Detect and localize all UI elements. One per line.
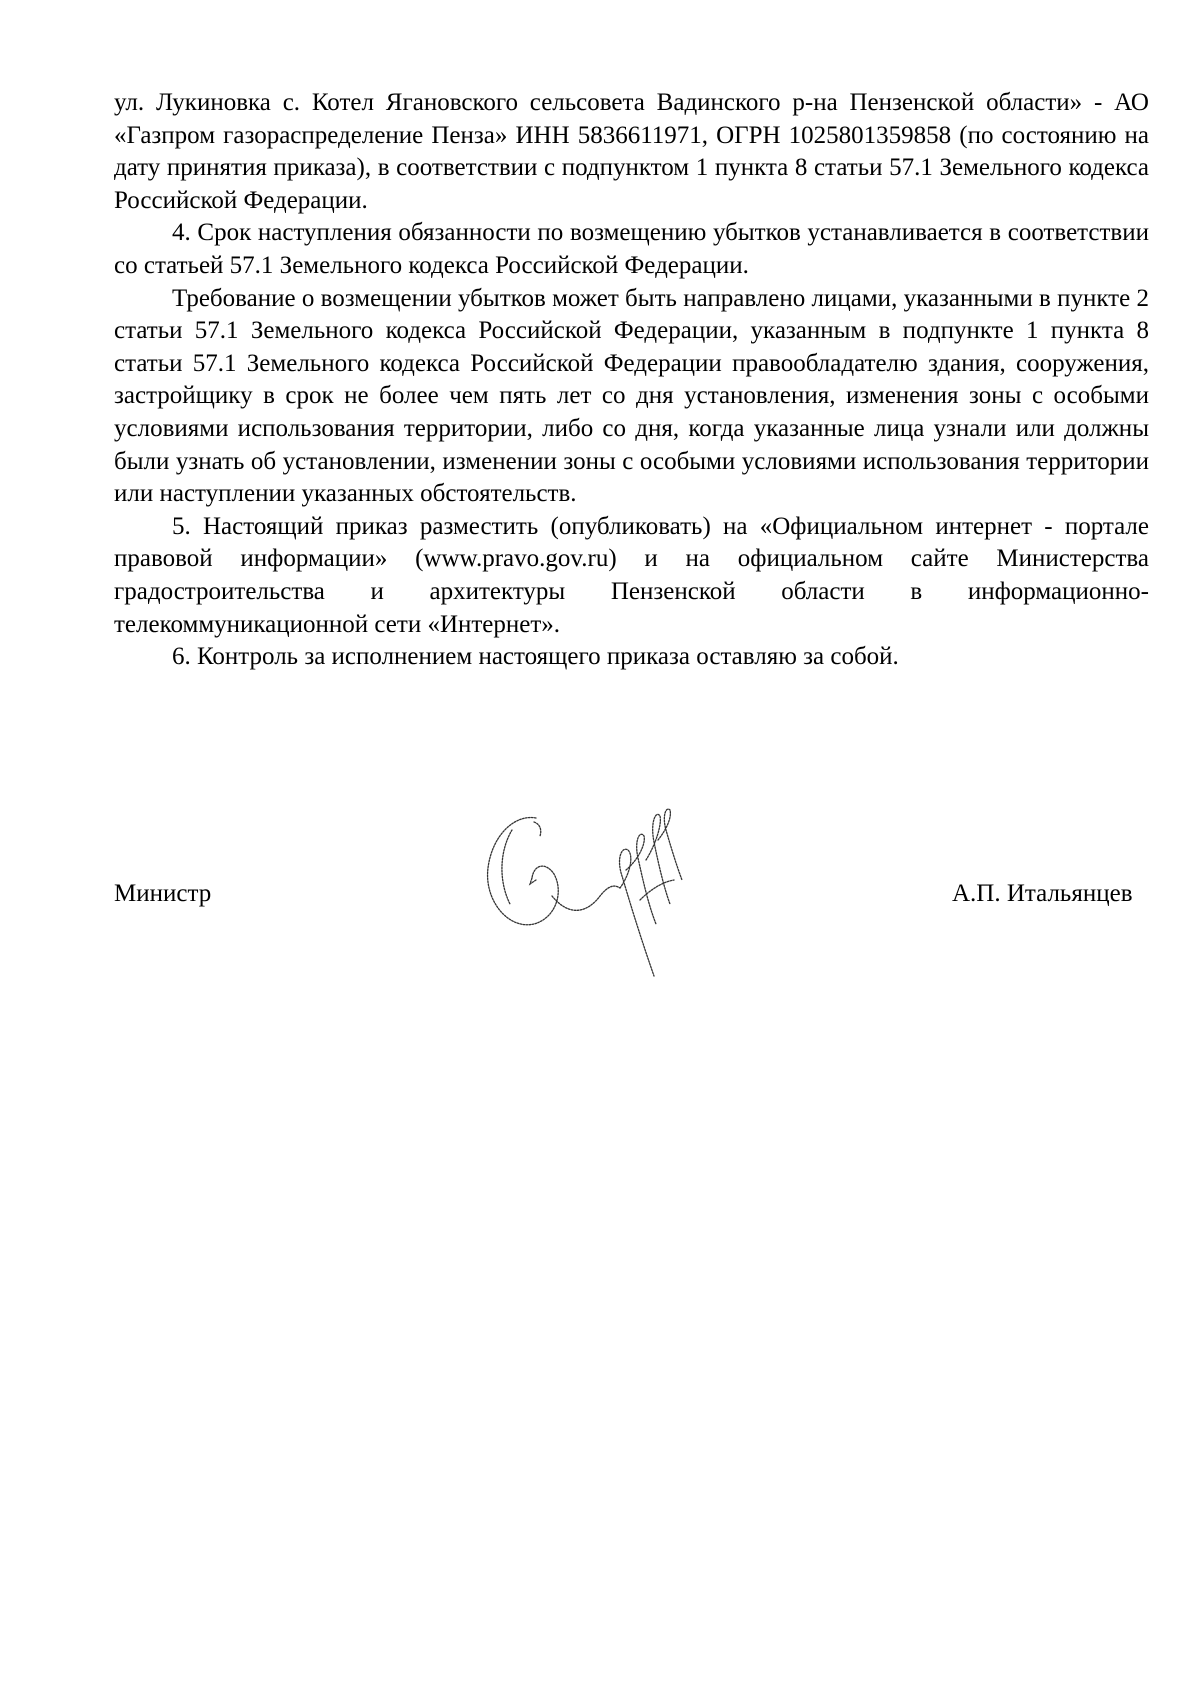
paragraph-continuation: ул. Лукиновка с. Котел Ягановского сельсовета Вадинского р-на Пензенской области» - АО «Газпром газораспределение Пенза» ИНН 5836611971, ОГРН 1025801359858 (по состоянию на дату принятия приказа), в соответствии с подпунктом 1 пункта 8 статьи 57.1 Земельного кодекса Российской Федерации. (114, 89, 1149, 214)
handwritten-signature (470, 800, 740, 985)
document-body (114, 87, 1149, 674)
paragraph-claim-requirement: Требование о возмещении убытков может быть направлено лицами, указанными в пункте 2 статьи 57.1 Земельного кодекса Российской Федерации, указанным в подпункте 1 пункта 8 статьи 57.1 Земельного кодекса Российской Федерации правообладателю здания, сооружения, застройщику в срок не более чем пять лет со дня установления, изменения зоны с особыми условиями использования территории, либо со дня, когда указанные лица узнали или должны были узнать об установлении, изменении зоны с особыми условиями использования территории или наступлении указанных обстоятельств. (114, 284, 1149, 508)
paragraph-item-4: 4. Срок наступления обязанности по возмещению убытков устанавливается в соответствии со статьей 57.1 Земельного кодекса Российской Федерации. (114, 219, 1149, 279)
signatory-role: Министр (114, 880, 212, 907)
paragraph-item-5: 5. Настоящий приказ разместить (опубликовать) на «Официальном интернет - портале правовой информации» (www.pravo.gov.ru) и на официальном сайте Министерства градостроительства и архитектуры Пензенской области в информационно-телекоммуникационной сети «Интернет». (114, 512, 1149, 638)
signatory-name: А.П. Итальянцев (952, 880, 1133, 907)
paragraph-item-6: 6. Контроль за исполнением настоящего приказа оставляю за собой. (172, 643, 899, 671)
